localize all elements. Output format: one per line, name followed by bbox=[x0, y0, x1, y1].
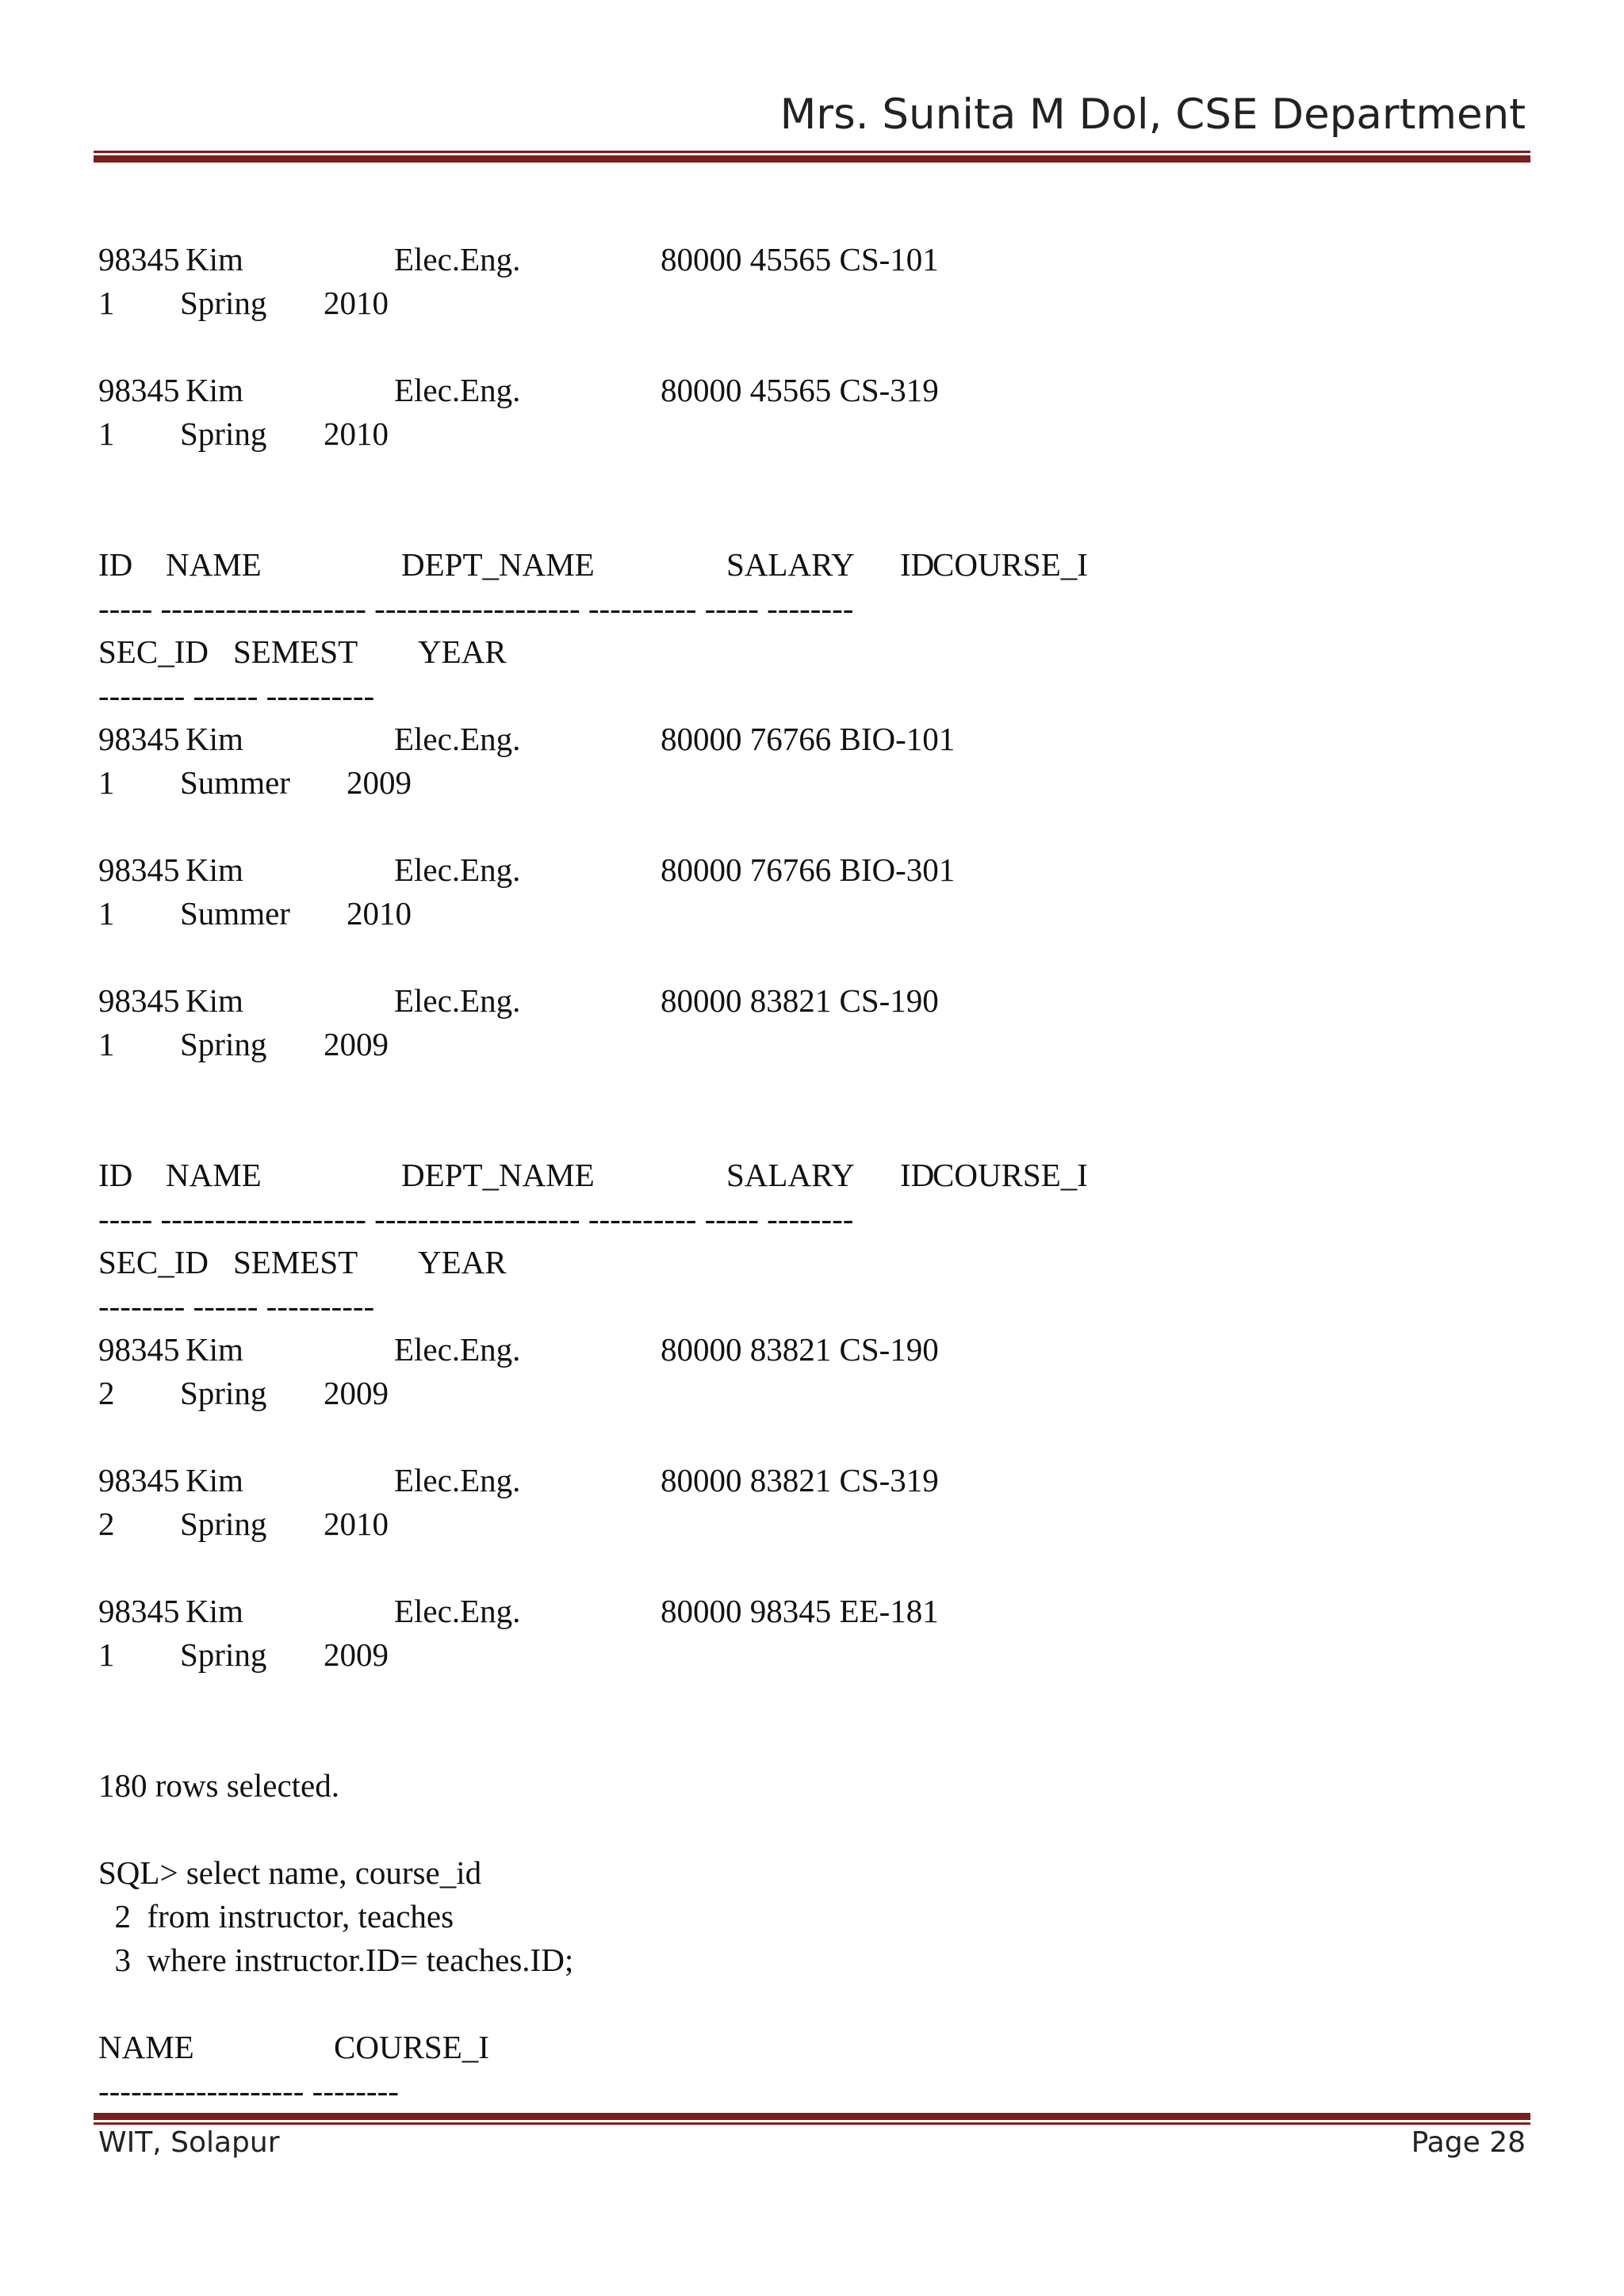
table-cell: Summer bbox=[180, 764, 290, 801]
table-cell: Kim bbox=[186, 851, 243, 888]
table-row bbox=[98, 1590, 1526, 1633]
table-cell: SEC_ID bbox=[98, 1244, 209, 1280]
table-cell: NAME bbox=[98, 2029, 194, 2065]
table-row-sub bbox=[98, 412, 1526, 456]
table-cell: ID bbox=[98, 546, 133, 583]
table-cell: 2010 bbox=[347, 895, 412, 932]
table-cell: ID bbox=[98, 1157, 133, 1193]
table-cell: Summer bbox=[180, 895, 290, 932]
table-cell: Elec.Eng. bbox=[394, 982, 521, 1019]
table-cell: 1 bbox=[98, 1636, 115, 1673]
table-cell: 98345 bbox=[98, 241, 180, 277]
table-cell: Spring bbox=[180, 1636, 267, 1673]
table-row bbox=[98, 718, 1526, 761]
table-cell: Kim bbox=[186, 372, 243, 408]
table-cell: 98345 bbox=[98, 851, 180, 888]
table-cell: Kim bbox=[186, 982, 243, 1019]
table-cell: 98345 bbox=[98, 372, 180, 408]
table-cell: Elec.Eng. bbox=[394, 241, 521, 277]
table-cell: 2 bbox=[98, 1375, 115, 1411]
table-cell: 98345 bbox=[98, 721, 180, 757]
table-cell: YEAR bbox=[418, 633, 507, 670]
table-cell: SEMEST bbox=[233, 1244, 358, 1280]
table-row-sub bbox=[98, 761, 1526, 805]
sql-query-line: SQL> select name, course_id bbox=[98, 1854, 482, 1891]
table-row-sub bbox=[98, 1023, 1526, 1066]
table-cell: Kim bbox=[186, 1331, 243, 1368]
table-cell: Spring bbox=[180, 1375, 267, 1411]
table-cell: Kim bbox=[186, 721, 243, 757]
table-row bbox=[98, 369, 1526, 412]
table-cell: Elec.Eng. bbox=[394, 851, 521, 888]
table-cell: SALARY bbox=[726, 1157, 855, 1193]
table-cell: 98345 bbox=[98, 1462, 180, 1498]
sql-query-line: 2 from instructor, teaches bbox=[98, 1898, 454, 1934]
table-row-sub bbox=[98, 1372, 1526, 1415]
page-header-title: Mrs. Sunita M Dol, CSE Department bbox=[779, 90, 1526, 139]
table-cell: 80000 45565 CS-101 bbox=[661, 241, 939, 277]
table-cell: 1 bbox=[98, 1026, 115, 1062]
table-cell: 80000 76766 BIO-301 bbox=[661, 851, 956, 888]
table-cell: Elec.Eng. bbox=[394, 1331, 521, 1368]
header-rule bbox=[94, 151, 1530, 163]
table-cell: 2009 bbox=[324, 1375, 389, 1411]
rows-selected-summary: 180 rows selected. bbox=[98, 1767, 339, 1804]
page-number: Page 28 bbox=[1411, 2126, 1526, 2159]
table-cell: DEPT_NAME bbox=[401, 546, 595, 583]
table-cell: Elec.Eng. bbox=[394, 1593, 521, 1629]
sql-output bbox=[98, 238, 1526, 2113]
table-row-sub bbox=[98, 1502, 1526, 1546]
table-cell: 98345 bbox=[98, 1593, 180, 1629]
column-header-row bbox=[98, 630, 1526, 674]
table-cell: 2 bbox=[98, 1506, 115, 1542]
footer-rule bbox=[94, 2113, 1530, 2125]
column-divider: -------- ------ ---------- bbox=[98, 1288, 375, 1324]
table-cell: 2010 bbox=[324, 415, 389, 452]
column-header-row bbox=[98, 1154, 1526, 1197]
table-cell: Elec.Eng. bbox=[394, 721, 521, 757]
table-cell: Elec.Eng. bbox=[394, 1462, 521, 1498]
table-cell: 80000 83821 CS-190 bbox=[661, 1331, 939, 1368]
table-cell: 2009 bbox=[347, 764, 412, 801]
table-cell: SEC_ID bbox=[98, 633, 209, 670]
table-cell: 80000 98345 EE-181 bbox=[661, 1593, 939, 1629]
table-cell: Spring bbox=[180, 1026, 267, 1062]
table-cell: Elec.Eng. bbox=[394, 372, 521, 408]
table-cell: ID bbox=[900, 546, 935, 583]
table-cell: YEAR bbox=[418, 1244, 507, 1280]
table-cell: 2009 bbox=[324, 1636, 389, 1673]
table-row-sub bbox=[98, 1633, 1526, 1677]
table-cell: Spring bbox=[180, 285, 267, 321]
table-cell: 80000 83821 CS-190 bbox=[661, 982, 939, 1019]
table-row bbox=[98, 1328, 1526, 1372]
table-cell: SEMEST bbox=[233, 633, 358, 670]
table-cell: 80000 45565 CS-319 bbox=[661, 372, 939, 408]
table-cell: 98345 bbox=[98, 1331, 180, 1368]
table-cell: NAME bbox=[166, 1157, 262, 1193]
table-cell: 80000 76766 BIO-101 bbox=[661, 721, 956, 757]
table-cell: Spring bbox=[180, 415, 267, 452]
table-cell: 1 bbox=[98, 764, 115, 801]
table-row bbox=[98, 848, 1526, 892]
table-cell: NAME bbox=[166, 546, 262, 583]
column-divider: -------- ------ ---------- bbox=[98, 677, 375, 714]
table-cell: DEPT_NAME bbox=[401, 1157, 595, 1193]
table-cell: COURSE_I bbox=[933, 1157, 1088, 1193]
table-cell: Kim bbox=[186, 1462, 243, 1498]
table-cell: COURSE_I bbox=[933, 546, 1088, 583]
table-row-sub bbox=[98, 892, 1526, 936]
table-row bbox=[98, 238, 1526, 281]
table-cell: Spring bbox=[180, 1506, 267, 1542]
table-cell: 1 bbox=[98, 415, 115, 452]
table-cell: 2009 bbox=[324, 1026, 389, 1062]
table-row bbox=[98, 1459, 1526, 1502]
sql-query-line: 3 where instructor.ID= teaches.ID; bbox=[98, 1942, 574, 1978]
table-cell: 2010 bbox=[324, 285, 389, 321]
result-header-row bbox=[98, 2026, 1526, 2069]
footer-institution: WIT, Solapur bbox=[98, 2126, 280, 2159]
table-cell: 1 bbox=[98, 895, 115, 932]
table-cell: Kim bbox=[186, 241, 243, 277]
table-cell: SALARY bbox=[726, 546, 855, 583]
table-row bbox=[98, 979, 1526, 1023]
table-cell: 1 bbox=[98, 285, 115, 321]
table-cell: 98345 bbox=[98, 982, 180, 1019]
table-cell: 80000 83821 CS-319 bbox=[661, 1462, 939, 1498]
result-divider: ------------------- -------- bbox=[98, 2072, 399, 2109]
column-divider: ----- ------------------- ------------------- ---------- ----- -------- bbox=[98, 590, 854, 626]
table-cell: 2010 bbox=[324, 1506, 389, 1542]
table-row-sub bbox=[98, 281, 1526, 325]
column-header-row bbox=[98, 1241, 1526, 1284]
column-divider: ----- ------------------- ------------------- ---------- ----- -------- bbox=[98, 1200, 854, 1237]
table-cell: Kim bbox=[186, 1593, 243, 1629]
table-cell: COURSE_I bbox=[334, 2029, 489, 2065]
table-cell: ID bbox=[900, 1157, 935, 1193]
column-header-row bbox=[98, 543, 1526, 587]
